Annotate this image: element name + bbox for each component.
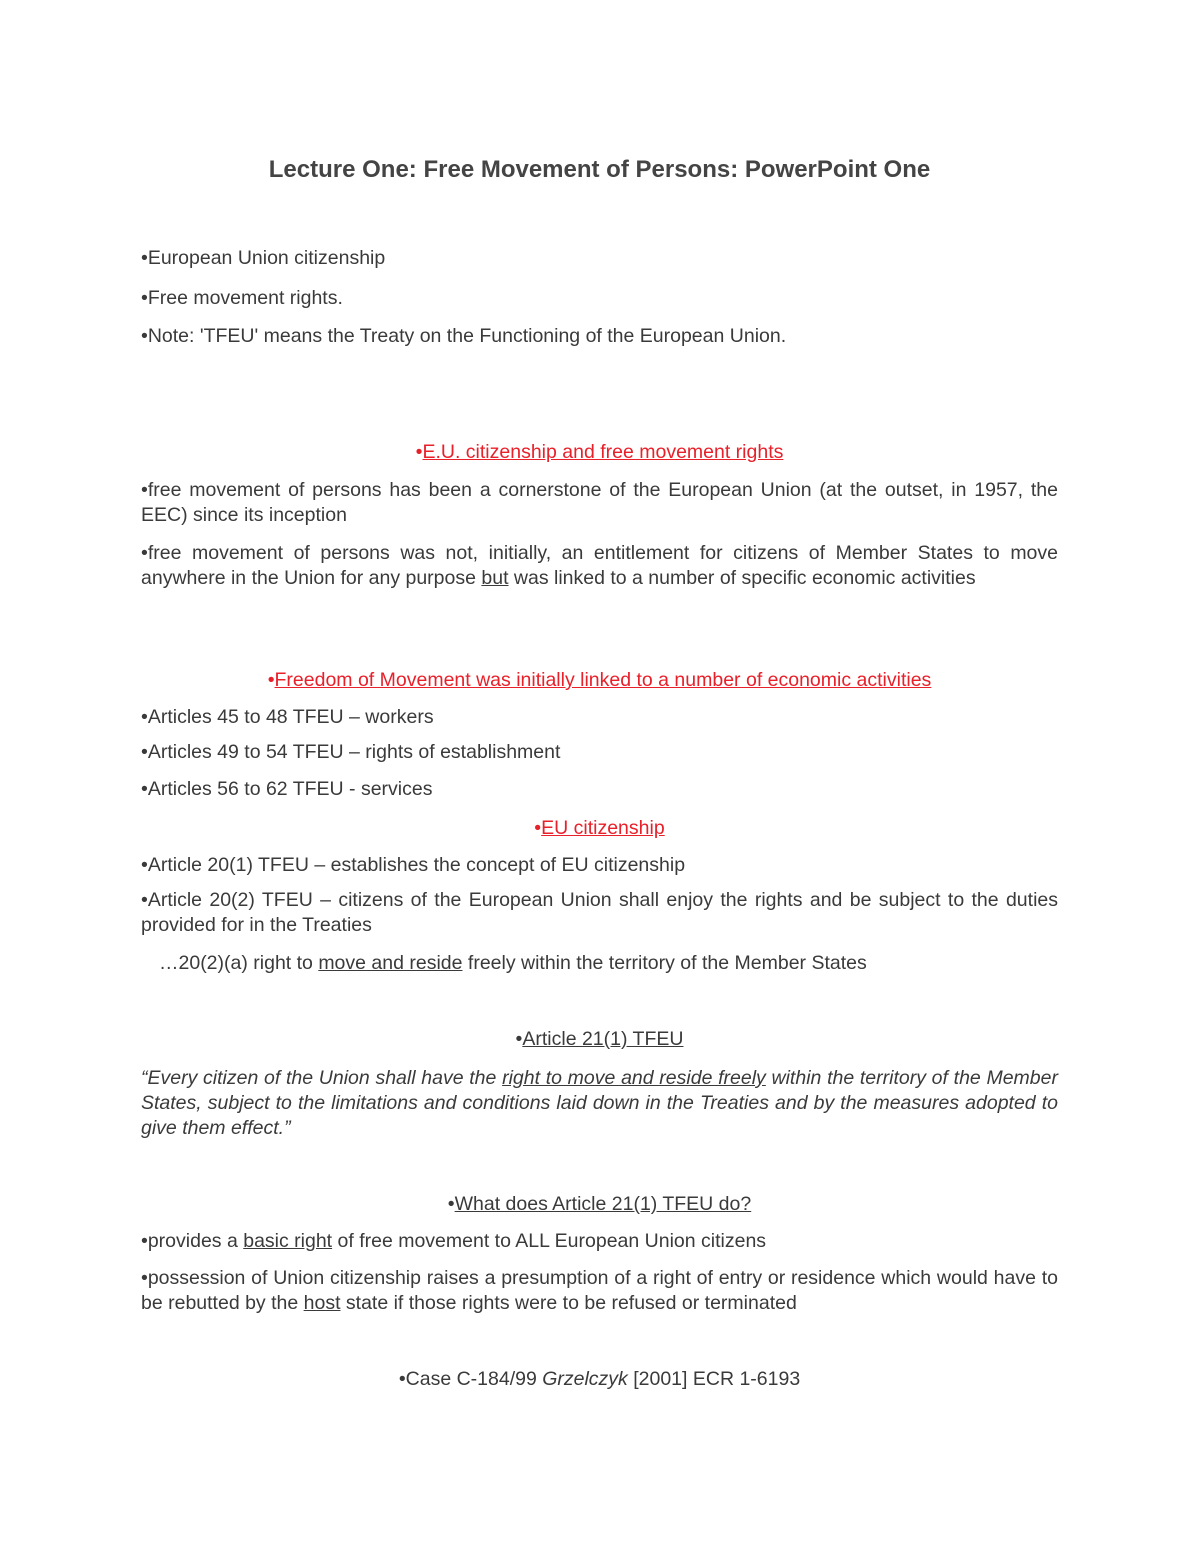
list-item: •Articles 56 to 62 TFEU - services (141, 778, 433, 800)
list-item: •Articles 49 to 54 TFEU – rights of establishment (141, 741, 561, 763)
section-heading-what-does-article-do: •What does Article 21(1) TFEU do? (447, 1193, 752, 1215)
paragraph: •Article 20(1) TFEU – establishes the concept of EU citizenship (141, 854, 686, 876)
section-heading-economic-activities: •Freedom of Movement was initially linked to a number of economic activities (267, 669, 932, 691)
section-heading-eu-citizenship-rights: •E.U. citizenship and free movement rights (415, 441, 784, 463)
case-citation: •Case C-184/99 Grzelczyk [2001] ECR 1-6193 (398, 1368, 801, 1390)
intro-item: •Note: 'TFEU' means the Treaty on the Functioning of the European Union. (141, 325, 787, 347)
section-heading-eu-citizenship: •EU citizenship (534, 817, 665, 839)
page-title: Lecture One: Free Movement of Persons: PowerPoint One (268, 156, 931, 183)
paragraph: •possession of Union citizenship raises a presumption of a right of entry or residence which would have to be rebutted by the host state if those rights were to be refused or terminated (141, 1267, 1058, 1314)
intro-item: •European Union citizenship (141, 247, 386, 269)
paragraph: •Article 20(2) TFEU – citizens of the European Union shall enjoy the rights and be subject to the duties provided for in the Treaties (141, 889, 1058, 936)
paragraph: •free movement of persons was not, initially, an entitlement for citizens of Member States to move anywhere in the Union for any purpose but was linked to a number of specific economic activities (141, 542, 1058, 589)
intro-item: •Free movement rights. (141, 287, 343, 309)
paragraph: •free movement of persons has been a cornerstone of the European Union (at the outset, in 1957, the EEC) since its inception (141, 479, 1058, 526)
article-quote: “Every citizen of the Union shall have the right to move and reside freely within the territory of the Member States, subject to the limitations and conditions laid down in the Treaties and by the measures adopted to give them effect.” (141, 1067, 1058, 1139)
list-item: •Articles 45 to 48 TFEU – workers (141, 706, 434, 728)
paragraph: •provides a basic right of free movement to ALL European Union citizens (141, 1230, 767, 1252)
section-heading-article-21: •Article 21(1) TFEU (515, 1028, 684, 1050)
paragraph: …20(2)(a) right to move and reside freely within the territory of the Member States (159, 952, 867, 974)
